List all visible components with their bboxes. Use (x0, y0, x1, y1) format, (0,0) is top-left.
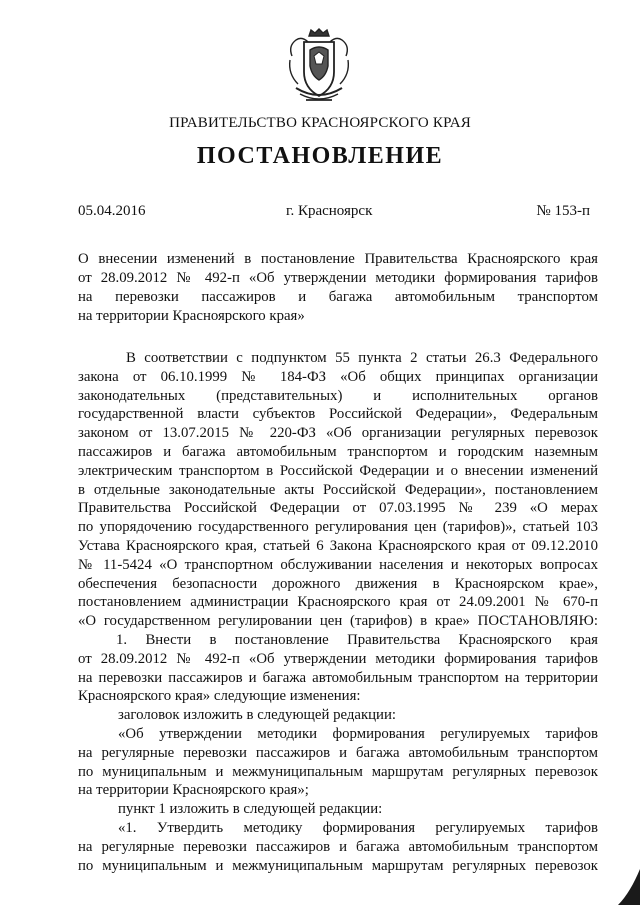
subject-line: О внесении изменений в постановление Правительства Красноярского края (78, 251, 598, 267)
body-line: пункт 1 изложить в следующей редакции: (118, 801, 383, 818)
body-line: постановлением администрации Красноярского края от 24.09.2001 № 670-п (78, 594, 598, 611)
scan-edge-mark (612, 869, 640, 905)
body-line: Устава Красноярского края, статьей 6 Закона Красноярского края от 09.12.2010 (78, 537, 598, 554)
body-line: закона от 06.10.1999 № 184-ФЗ «Об общих принципах организации (78, 368, 598, 385)
document-date: 05.04.2016 (78, 203, 146, 219)
coat-of-arms-emblem (286, 26, 352, 106)
document-subject (78, 250, 598, 326)
body-line: «О государственном регулировании цен (тарифов) в крае» ПОСТАНОВЛЯЮ: (78, 613, 598, 630)
body-line: пассажиров и багажа автомобильным транспортом и городским наземным (78, 443, 598, 460)
body-line: от 28.09.2012 № 492-п «Об утверждении методики формирования тарифов (78, 650, 598, 667)
body-line: обеспечения безопасности дорожного движения в Красноярском крае», (78, 575, 598, 592)
government-title: ПРАВИТЕЛЬСТВО КРАСНОЯРСКОГО КРАЯ (169, 115, 471, 131)
body-line: по муниципальным и межмуниципальным маршрутам регулярных перевозок (78, 857, 598, 874)
body-line: законом от 13.07.2015 № 220-ФЗ «Об организации регулярных перевозок (78, 425, 598, 442)
subject-line: от 28.09.2012 № 492-п «Об утверждении методики формирования тарифов (78, 270, 598, 286)
document-number: № 153-п (536, 203, 590, 219)
body-line: на территории Красноярского края»; (78, 782, 309, 799)
body-line: государственной власти субъектов Российской Федерации», Федеральным (78, 406, 598, 423)
document-body (78, 349, 598, 875)
document-type-title: ПОСТАНОВЛЕНИЕ (196, 143, 444, 169)
body-line: электрическим транспортом в Российской Федерации и о внесении изменений (78, 462, 598, 479)
body-line: заголовок изложить в следующей редакции: (118, 707, 396, 724)
body-line: 1. Внести в постановление Правительства Красноярского края (116, 631, 598, 648)
body-line: «Об утверждении методики формирования регулируемых тарифов (118, 725, 598, 742)
body-line: по упорядочению государственного регулирования цен (тарифов)», статьей 103 (78, 519, 598, 536)
body-line: № 11-5424 «О транспортном обслуживании населения и некоторых вопросах (78, 556, 598, 573)
body-line: на регулярные перевозки пассажиров и багажа автомобильным транспортом (78, 744, 598, 761)
body-line: Правительства Российской Федерации от 07.03.1995 № 239 «О мерах (78, 500, 598, 517)
body-line: законодательных (представительных) и исполнительных органов (78, 387, 598, 404)
body-line: Красноярского края» следующие изменения: (78, 688, 361, 705)
subject-line: на перевозки пассажиров и багажа автомобильным транспортом (78, 289, 598, 305)
body-line: на регулярные перевозки пассажиров и багажа автомобильным транспортом (78, 838, 598, 855)
document-city: г. Красноярск (286, 203, 373, 219)
body-line: «1. Утвердить методику формирования регулируемых тарифов (118, 819, 598, 836)
subject-line: на территории Красноярского края» (78, 308, 305, 324)
body-line: на перевозки пассажиров и багажа автомобильным транспортом на территории (78, 669, 598, 686)
body-line: по муниципальным и межмуниципальным маршрутам регулярных перевозок (78, 763, 598, 780)
body-line: В соответствии с подпунктом 55 пункта 2 статьи 26.3 Федерального (126, 350, 598, 366)
body-line: в отдельные законодательные акты Российской Федерации», постановлением (78, 481, 598, 498)
